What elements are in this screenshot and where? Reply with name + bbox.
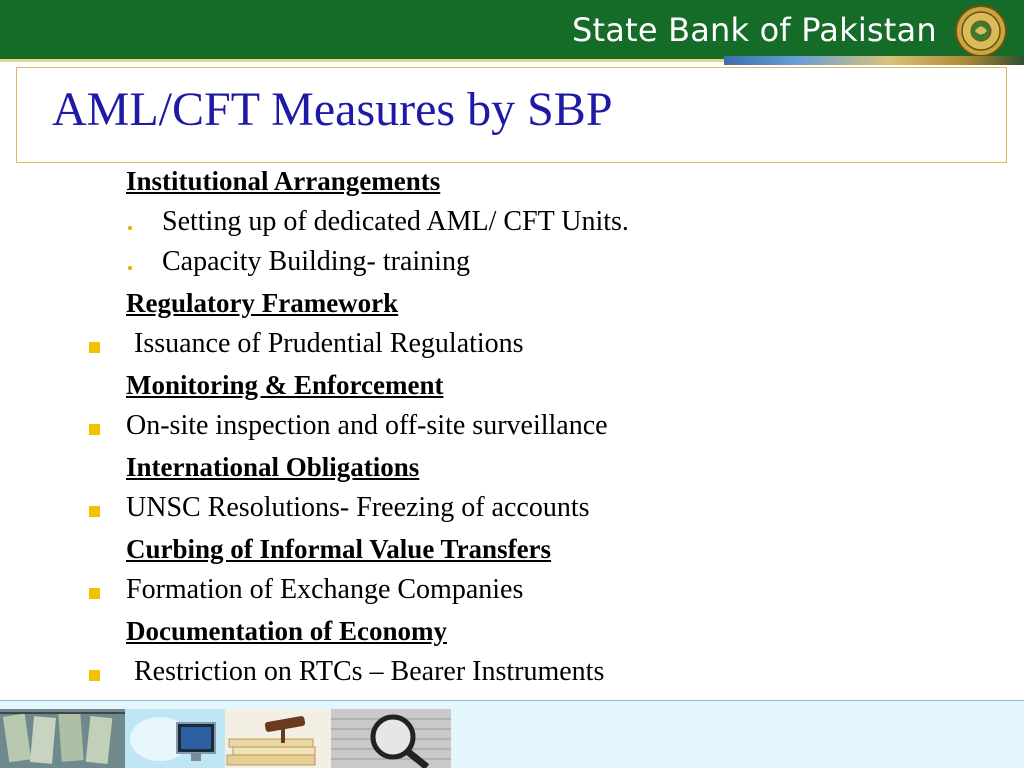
slide-title: AML/CFT Measures by SBP [52,83,613,136]
section-heading-monitoring: Monitoring & Enforcement [126,370,444,400]
header-photo-strip [724,56,1024,65]
section-heading-documentation: Documentation of Economy [126,616,447,646]
bank-name: State Bank of Pakistan [572,11,937,49]
section-heading-institutional: Institutional Arrangements [126,166,441,196]
footer-bar [0,700,1024,768]
title-box [16,67,1007,163]
bullet-dot-icon [128,226,132,230]
money-laundering-image-icon [0,709,125,768]
header-bar [0,0,1024,62]
bullet-square-icon [89,342,100,353]
gavel-books-image-icon [225,709,331,768]
bullet-square-icon [89,424,100,435]
list-item: Formation of Exchange Companies [126,574,524,605]
magnifying-glass-image-icon [331,709,451,768]
bullet-square-icon [89,670,100,681]
section-heading-regulatory: Regulatory Framework [126,288,399,318]
list-item: On-site inspection and off-site surveillance [126,410,608,441]
computer-monitor-image-icon [125,709,225,768]
bullet-square-icon [89,506,100,517]
list-item: Restriction on RTCs – Bearer Instruments [134,656,605,687]
list-item: Capacity Building- training [162,246,470,277]
bullet-square-icon [89,588,100,599]
sbp-seal-logo-icon [953,4,1009,58]
list-item: Issuance of Prudential Regulations [134,328,524,359]
list-item: UNSC Resolutions- Freezing of accounts [126,492,590,523]
bullet-dot-icon [128,266,132,270]
section-heading-informal-transfers: Curbing of Informal Value Transfers [126,534,552,564]
section-heading-international: International Obligations [126,452,420,482]
list-item: Setting up of dedicated AML/ CFT Units. [162,206,629,237]
